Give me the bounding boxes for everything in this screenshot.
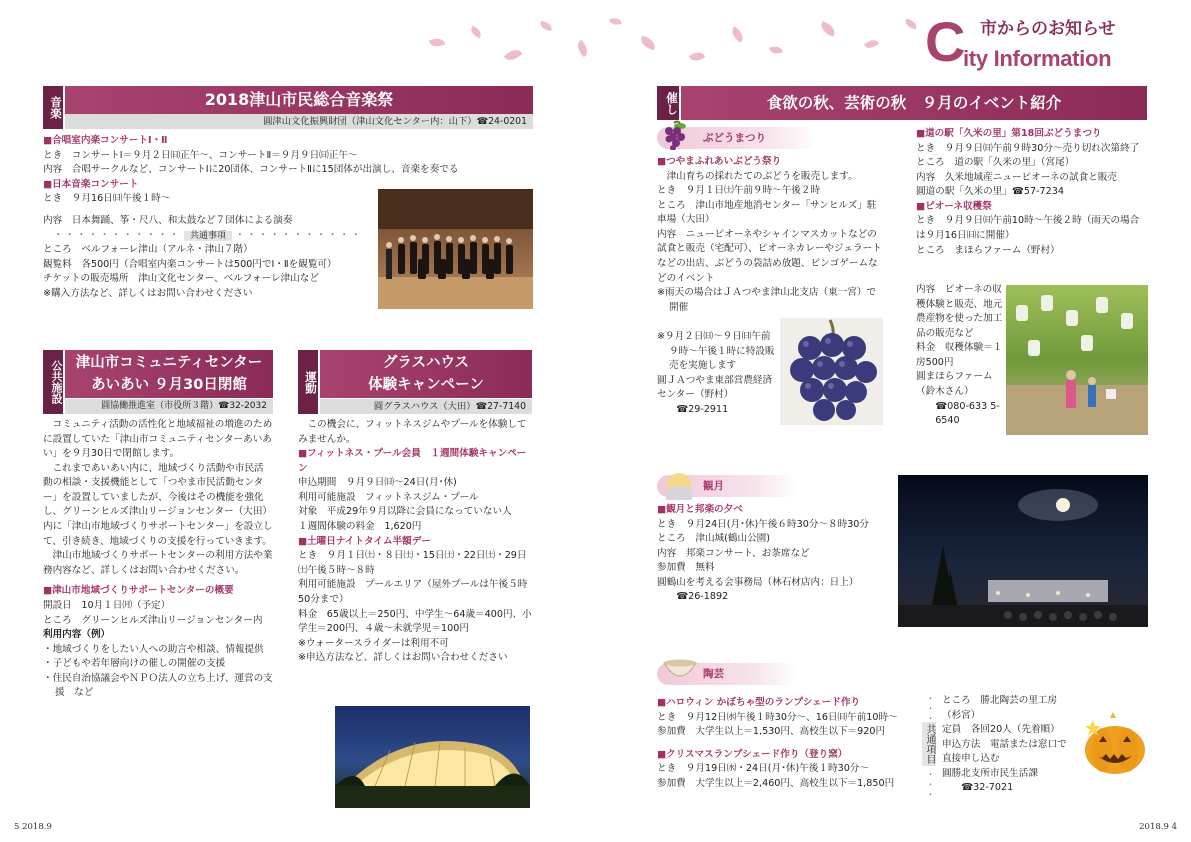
grape-toki2: とき ９月９日㈰午前９時30分～売り切れ次第終了 bbox=[916, 142, 1140, 154]
glass-fee: １週間体験の料金 1,620円 bbox=[298, 521, 422, 533]
moon-toki: とき ９月24日(月･休)午後６時30分～８時30分 bbox=[657, 518, 869, 530]
grape-naiyo3: 内容 ピオーネの収穫体験と販売、地元農産物を使った加工品の販売など bbox=[916, 284, 1003, 339]
moon-pill-label: 観月 bbox=[703, 480, 724, 492]
moon-c2: ☎26-1892 bbox=[676, 591, 729, 603]
grape-s2: ■道の駅「久米の里」第18回ぶどうまつり bbox=[916, 128, 1102, 139]
page-number-left: 5 2018.9 bbox=[14, 822, 52, 833]
events-title: 食欲の秋、芸術の秋 ９月のイベント紹介 bbox=[681, 86, 1147, 120]
category-public: 公共施設 bbox=[43, 350, 63, 414]
grape-body-right-2 bbox=[916, 283, 1011, 429]
petal-decoration bbox=[469, 26, 483, 39]
glass-title bbox=[320, 350, 532, 398]
community-usage: 利用内容（例） bbox=[43, 629, 111, 641]
grape-c4: 圓まほらファーム（鈴木さん） bbox=[916, 371, 993, 398]
concert-s1-toki: とき コンサートⅠ＝９月２日㈰正午～、コンサートⅡ＝９月９日㈰正午～ bbox=[43, 149, 358, 161]
petal-decoration bbox=[504, 46, 523, 64]
pottery-apply: 申込方法 電話または窓口で直接申し込む bbox=[942, 738, 1067, 765]
concert-tokoro: ところ ベルフォーレ津山（アルネ・津山７階） bbox=[43, 244, 253, 256]
grape-tokoro3: ところ まほらファーム（野村） bbox=[916, 244, 1060, 256]
pottery-toki2: とき ９月19日㈬・24日(月･休)午後１時30分～ bbox=[657, 763, 869, 775]
concert-s1: ■合唱室内楽コンサートⅠ・Ⅱ bbox=[43, 135, 168, 146]
grape-fee3: 料金 収穫体験＝１房500円 bbox=[916, 342, 1003, 368]
petal-decoration bbox=[609, 17, 621, 26]
concert-s2-naiyo: 内容 日本舞踊、筝・尺八、和太鼓など７団体による演奏 bbox=[43, 215, 293, 226]
pottery-common-label: 共通項目 bbox=[924, 724, 935, 764]
concert-fee: 観覧料 各500円（合唱室内楽コンサートは500円でⅠ・Ⅱを観覧可） bbox=[43, 258, 337, 270]
grape-photo bbox=[780, 318, 883, 425]
pottery-tokoro: ところ 勝北陶芸の里工房（杉宮） bbox=[942, 695, 1058, 721]
community-p3: 津山市地域づくりサポートセンターの利用方法や業務内容など、詳しくはお問い合わせください。 bbox=[43, 550, 273, 576]
moon-icon bbox=[664, 470, 694, 500]
glass-n2: ※申込方法など、詳しくはお問い合わせください bbox=[298, 652, 508, 664]
community-p1: コミュニティ活動の活性化と地域福祉の増進のために設置していた「津山市コミュニティセンターあいあい」を９月30日で閉館します。 bbox=[43, 419, 273, 460]
brand-header bbox=[925, 10, 1155, 73]
pottery-dots-bottom: ・・・ bbox=[926, 770, 935, 800]
category-events: 催し bbox=[657, 86, 679, 120]
concert-s1-naiyo: 内容 合唱サークルなど、コンサートⅠに20団体、コンサートⅡに15団体が出演し、音楽を奏でる bbox=[43, 164, 459, 176]
brand-en: ity Information bbox=[963, 46, 1112, 71]
glass-toki: とき ９月１日㈯・８日㈯・15日㈯・22日㈯・29日㈯午後５時～８時 bbox=[298, 550, 527, 576]
moon-photo bbox=[898, 475, 1148, 627]
grape-s1: ■つやまふれあいぶどう祭り bbox=[657, 156, 782, 167]
glass-title-1: グラスハウス bbox=[382, 355, 470, 371]
glass-s1: ■フィットネス・プール会員 １週間体験キャンペーン bbox=[298, 448, 527, 474]
petal-decoration bbox=[639, 36, 657, 51]
glasshouse-photo bbox=[335, 706, 530, 808]
moon-tokoro: ところ 津山城(鶴山公園) bbox=[657, 533, 771, 545]
glass-title-2: 体験キャンペーン bbox=[368, 377, 484, 393]
concert-s2: ■日本音楽コンサート bbox=[43, 178, 139, 190]
glass-fac: 利用可能施設 フィットネスジム・プール bbox=[298, 491, 479, 503]
pottery-fee2: 参加費 大学生以上＝2,460円、高校生以下＝1,850円 bbox=[657, 777, 895, 789]
community-contact: 圓協働推進室（市役所３階）☎32-2032 bbox=[65, 399, 273, 414]
moon-night-illustration bbox=[898, 475, 1148, 627]
pottery-pill-label: 陶芸 bbox=[703, 668, 724, 680]
community-title bbox=[65, 350, 273, 398]
glass-n1: ※ウォータースライダーは利用不可 bbox=[298, 637, 449, 649]
grape-naiyo2: 内容 久米地域産ニューピオーネの試食と販売 bbox=[916, 171, 1117, 183]
glasshouse-illustration bbox=[335, 706, 530, 808]
community-title-1: 津山市コミュニティセンター bbox=[75, 355, 263, 371]
pottery-body-right bbox=[942, 694, 1075, 796]
moon-naiyo: 内容 邦楽コンサート、お茶席など bbox=[657, 547, 810, 559]
grape-tokoro2: ところ 道の駅「久米の里」（宮尾） bbox=[916, 157, 1075, 169]
grape-body-right bbox=[916, 127, 1148, 258]
glass-s2: ■土曜日ナイトタイム半額デー bbox=[298, 535, 431, 547]
concert-common-row: ・・・・・・・・・・・ 共通事項 ・・・・・・・・・・・ bbox=[53, 229, 363, 241]
page-number-right: 2018.9 4 bbox=[1139, 822, 1177, 833]
pottery-toki1: とき ９月12日㈬午後１時30分～、16日㈰午前10時～ bbox=[657, 711, 898, 723]
grape-body-left-2 bbox=[657, 330, 777, 417]
moon-s1: ■観月と邦楽の夕べ bbox=[657, 504, 743, 515]
grape-c5: ☎080-633 5-6540 bbox=[935, 400, 1000, 427]
community-title-2: あいあい ９月30日閉館 bbox=[91, 377, 247, 393]
glass-fac2: 利用可能施設 プールエリア（屋外プールは午後５時50分まで） bbox=[298, 579, 528, 605]
grape-body-left bbox=[657, 155, 883, 315]
glass-body bbox=[298, 418, 535, 666]
glass-apply: 申込期間 ９月９日㈰～24日(月･休) bbox=[298, 477, 457, 489]
glass-p1: この機会に、フィットネスジムやプールを体験してみませんか。 bbox=[298, 419, 527, 445]
category-music: 音楽 bbox=[43, 86, 63, 129]
bowl-icon bbox=[662, 655, 698, 685]
community-p2: これまであいあい内に、地域づくり活動や市民活動の相談・支援機能として「つやま市民活動センター」を設置していましたが、今後はその機能を強化し、グリーンヒルズ津山リージョンセンター（大田）内に「津山市地域づくりサポートセンター」を設立して、引き続き、地域づくりの支援を行っていきます。 bbox=[43, 462, 273, 547]
grape-c2: ☎29-2911 bbox=[676, 403, 729, 415]
grape-c1: 圓ＪＡつやま東部営農経済センター（野村） bbox=[657, 374, 773, 401]
grape-tokoro: ところ 津山市地産地消センター「サンヒルズ」駐車場（大田） bbox=[657, 199, 877, 226]
glass-target: 対象 平成29年９月以降に会員になっていない人 bbox=[298, 506, 512, 518]
choir-illustration bbox=[378, 189, 533, 309]
concert-title: 2018津山市民総合音楽祭 bbox=[65, 86, 533, 114]
petal-decoration bbox=[539, 21, 552, 31]
community-u2: ・子どもや若年層向けの催しの開催の支援 bbox=[43, 658, 226, 670]
community-body bbox=[43, 418, 273, 701]
petal-decoration bbox=[769, 45, 783, 56]
concert-s2-toki: とき ９月16日㈰午後１時～ bbox=[43, 193, 171, 205]
brand-jp: 市からのお知らせ bbox=[980, 19, 1116, 38]
pottery-s2: ■クリスマスランプシェード作り（登り窯） bbox=[657, 748, 848, 760]
petal-decoration bbox=[429, 36, 445, 49]
pottery-c1: 圓勝北支所市民生活課 bbox=[942, 767, 1038, 779]
pumpkin-lantern-icon bbox=[1080, 708, 1150, 778]
moon-fee: 参加費 無料 bbox=[657, 562, 715, 574]
petal-decoration bbox=[904, 19, 918, 30]
grape-n2: ※９月２日㈰～９日㈰午前９時～午後１時に特設販売を実施します bbox=[657, 331, 775, 372]
concert-body-2 bbox=[43, 214, 373, 302]
petal-decoration bbox=[574, 40, 591, 57]
grape-c3: 圓道の駅「久米の里」☎57-7234 bbox=[916, 186, 1064, 198]
concert-ticket: チケットの販売場所 津山文化センター、ベルフォーレ津山など bbox=[43, 273, 319, 285]
category-sports: 運動 bbox=[298, 350, 318, 414]
pottery-body-left bbox=[657, 696, 917, 791]
petal-decoration bbox=[819, 21, 838, 37]
moon-c1: 圓鶴山を考える会事務局（林石材店内：日上） bbox=[657, 576, 859, 588]
grape-toki3: とき ９月９日㈰午前10時～午後２時（雨天の場合は９月16日㈰に開催） bbox=[916, 215, 1140, 242]
grape-s3: ■ピオーネ収穫祭 bbox=[916, 200, 992, 212]
pottery-c2: ☎32-7021 bbox=[961, 782, 1014, 794]
grape-toki: とき ９月１日㈯午前９時～午後２時 bbox=[657, 185, 821, 197]
community-s1: ■津山市地域づくりサポートセンターの概要 bbox=[43, 585, 234, 597]
farm-photo bbox=[1006, 285, 1148, 435]
community-open: 開設日 10月１日㈪（予定） bbox=[43, 599, 171, 611]
brand-letter: C bbox=[925, 10, 966, 73]
pottery-cap: 定員 各回20人（先着順） bbox=[942, 724, 1060, 736]
grape-naiyo: 内容 ニューピオーネやシャインマスカットなどの試食と販売（宅配可）、ピオーネカレーやジェラートなどの出店、ぶどうの袋詰め放題、ビンゴゲームなどのイベント bbox=[657, 228, 882, 284]
pottery-fee1: 参加費 大学生以上＝1,530円、高校生以下＝920円 bbox=[657, 726, 886, 738]
concert-common: 共通事項 bbox=[184, 231, 232, 241]
pottery-dots-top: ・・・ bbox=[926, 694, 935, 724]
grape-p1: 津山育ちの採れたてのぶどうを販売します。 bbox=[666, 170, 858, 182]
petal-decoration bbox=[689, 49, 706, 64]
community-u3: ・住民自治協議会やＮＰＯ法人の立ち上げ、運営の支援 など bbox=[43, 672, 273, 699]
farm-illustration bbox=[1006, 285, 1148, 435]
glass-contact: 圓グラスハウス（大田）☎27-7140 bbox=[320, 399, 532, 414]
grape-n1: ※雨天の場合はＪＡつやま津山北支店（東一宮）で開催 bbox=[657, 287, 877, 313]
glass-fee2: 料金 65歳以上＝250円、中学生～64歳＝400円、小学生＝200円、４歳～未就学児＝100円 bbox=[298, 608, 532, 635]
moon-body bbox=[657, 503, 897, 605]
community-u1: ・地域づくりをしたい人への助言や相談、情報提供 bbox=[43, 643, 264, 655]
petal-decoration bbox=[864, 37, 879, 51]
concert-photo bbox=[378, 189, 533, 309]
pottery-s1: ■ハロウィン かぼちゃ型のランプシェード作り bbox=[657, 697, 861, 708]
petal-decoration bbox=[729, 26, 746, 43]
grape-pill-label: ぶどうまつり bbox=[703, 132, 766, 144]
community-tokoro: ところ グリーンヒルズ津山リージョンセンター内 bbox=[43, 614, 263, 626]
grape-icon bbox=[660, 120, 688, 150]
concert-contact: 圓津山文化振興財団（津山文化センター内：山下）☎24-0201 bbox=[65, 114, 533, 129]
grape-bunch-illustration bbox=[780, 318, 883, 425]
concert-note: ※購入方法など、詳しくはお問い合わせください bbox=[43, 287, 253, 299]
